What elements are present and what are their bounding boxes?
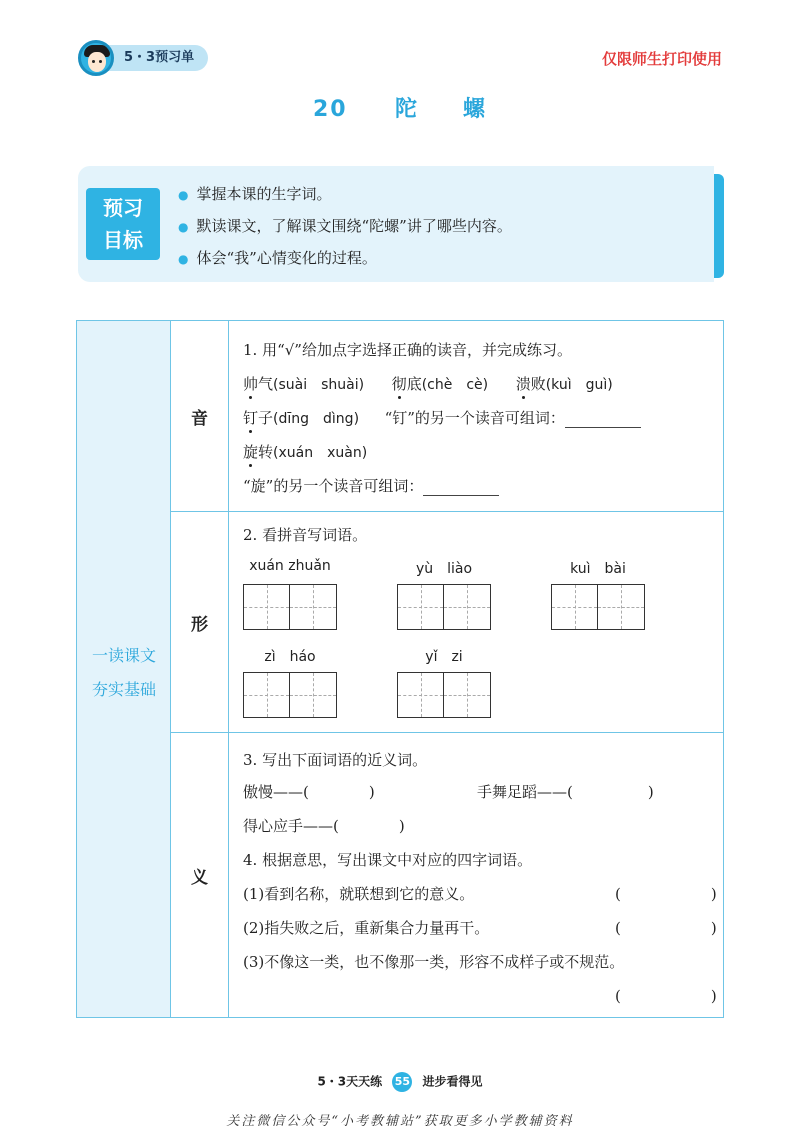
goal-item: ● 掌握本课的生字词。 <box>178 185 332 203</box>
pinyin-label: zì háo <box>264 649 316 665</box>
pronunciation-row-4: “旋”的另一个读音可组词： <box>243 475 499 496</box>
page-footer <box>0 1072 800 1092</box>
row-sound <box>171 321 723 512</box>
pinyin-label: xuán zhuǎn <box>249 558 331 574</box>
question-4: 4. 根据意思，写出课文中对应的四字词语。 <box>243 851 533 869</box>
writing-grid[interactable] <box>397 584 491 630</box>
writing-grid[interactable] <box>243 584 337 630</box>
page-number: 55 <box>392 1072 412 1092</box>
row-meaning <box>171 733 723 1017</box>
writing-grid[interactable] <box>243 672 337 718</box>
question-2: 2. 看拼音写词语。 <box>243 526 368 544</box>
preview-goals-box <box>78 166 714 282</box>
idiom-item-3: (3)不像这一类，也不像那一类，形容不成样子或不规范。 <box>243 953 625 971</box>
pronunciation-row-3: 旋转(xuán xuàn) <box>243 443 368 461</box>
footer-right: 进步看得见 <box>422 1074 483 1089</box>
category-shape: 形 <box>171 512 229 732</box>
answer-paren[interactable]: ( ) <box>615 885 717 903</box>
lesson-number: 20 <box>313 97 348 122</box>
answer-paren[interactable]: ( ) <box>615 919 717 937</box>
goals-list <box>178 178 512 274</box>
synonym-3: 得心应手——( ) <box>243 817 405 835</box>
lesson-title-char-2: 螺 <box>462 97 487 122</box>
synonym-2: 手舞足蹈——( ) <box>477 783 654 801</box>
goal-item: ● 体会“我”心情变化的过程。 <box>178 249 377 267</box>
section-sidebar <box>77 321 171 1017</box>
goal-item: ● 默读课文，了解课文围绕“陀螺”讲了哪些内容。 <box>178 217 512 235</box>
category-meaning: 义 <box>171 733 229 1017</box>
pronunciation-row-2: 钉子(dīng dìng) “钉”的另一个读音可组词： <box>243 407 641 428</box>
synonym-1: 傲慢——( ) <box>243 783 375 801</box>
print-notice: 仅限师生打印使用 <box>601 50 722 68</box>
question-1: 1. 用“√”给加点字选择正确的读音，并完成练习。 <box>243 341 572 359</box>
lesson-title <box>0 92 800 123</box>
category-sound: 音 <box>171 321 229 511</box>
idiom-item-2: (2)指失败之后，重新集合力量再干。 <box>243 919 490 937</box>
pinyin-label: yù liào <box>415 561 473 577</box>
answer-blank[interactable] <box>423 480 499 496</box>
writing-grid[interactable] <box>551 584 645 630</box>
watermark-text: 关注微信公众号“小考教辅站”获取更多小学教辅资料 <box>226 1114 574 1129</box>
idiom-item-1: (1)看到名称，就联想到它的意义。 <box>243 885 475 903</box>
series-label: 5・3预习单 <box>100 45 208 71</box>
answer-paren[interactable]: ( ) <box>615 987 717 1005</box>
goals-side-tab <box>714 174 724 278</box>
writing-grid[interactable] <box>397 672 491 718</box>
lesson-title-char-1: 陀 <box>394 97 419 122</box>
pinyin-label: yǐ zi <box>425 649 463 665</box>
pronunciation-row-1: 帅气(suài shuài) 彻底(chè cè) 溃败(kuì guì) <box>243 375 613 393</box>
exercise-table <box>76 320 724 1018</box>
goals-label: 预习 目标 <box>86 188 160 260</box>
section-heading: 一读课文 夯实基础 <box>91 646 156 699</box>
footer-left: 5・3天天练 <box>317 1074 383 1089</box>
row-shape <box>171 512 723 733</box>
question-3: 3. 写出下面词语的近义词。 <box>243 751 428 769</box>
pinyin-label: kuì bài <box>570 561 626 577</box>
series-badge <box>78 42 208 74</box>
answer-blank[interactable] <box>565 412 641 428</box>
mascot-avatar-icon <box>78 40 114 76</box>
